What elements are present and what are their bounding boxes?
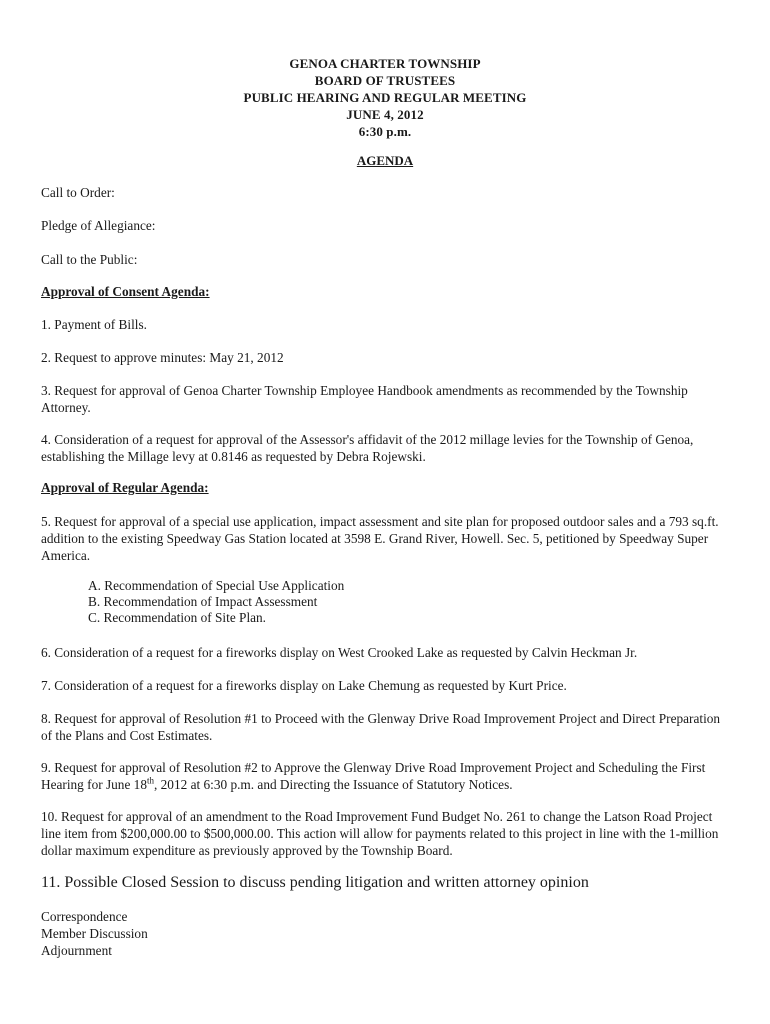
agenda-item-5a: A. Recommendation of Special Use Application bbox=[88, 578, 345, 593]
call-to-public: Call to the Public: bbox=[41, 252, 138, 267]
agenda-item-4: 4. Consideration of a request for approval of the Assessor's affidavit of the 2012 millage levies for the Township of Genoa, establishing the Millage levy at 0.8146 as requested by Debra Rojewski. bbox=[41, 432, 694, 464]
agenda-item-5: 5. Request for approval of a special use application, impact assessment and site plan for proposed outdoor sales and a 793 sq.ft. addition to the existing Speedway Gas Station located at 3598 E. Grand River, Howell. Sec. 5, petitioned by Speedway Super America. bbox=[41, 514, 719, 563]
agenda-item-7: 7. Consideration of a request for a fireworks display on Lake Chemung as requested by Kurt Price. bbox=[41, 678, 567, 693]
agenda-title-text: AGENDA bbox=[356, 153, 414, 168]
agenda-item-1: 1. Payment of Bills. bbox=[41, 317, 148, 332]
agenda-item-10: 10. Request for approval of an amendment to the Road Improvement Fund Budget No. 261 to change the Latson Road Project line item from $200,000.00 to $500,000.00. This action will allow for payments related to this project in line with the 1-million dollar maximum expenditure as previously approved by the Township Board. bbox=[41, 809, 719, 858]
agenda-item-9-ordinal: th bbox=[146, 775, 154, 786]
agenda-title bbox=[0, 153, 770, 169]
agenda-item-6: 6. Consideration of a request for a fireworks display on West Crooked Lake as requested by Calvin Heckman Jr. bbox=[41, 645, 638, 660]
agenda-item-5c: C. Recommendation of Site Plan. bbox=[88, 610, 267, 625]
agenda-item-2: 2. Request to approve minutes: May 21, 2012 bbox=[41, 350, 284, 365]
consent-agenda-heading: Approval of Consent Agenda: bbox=[41, 284, 210, 299]
header-meeting-type: PUBLIC HEARING AND REGULAR MEETING bbox=[243, 90, 527, 105]
correspondence: Correspondence bbox=[41, 909, 128, 924]
regular-agenda-heading: Approval of Regular Agenda: bbox=[41, 480, 209, 495]
header-township: GENOA CHARTER TOWNSHIP bbox=[289, 56, 481, 71]
header-board: BOARD OF TRUSTEES bbox=[314, 73, 456, 88]
agenda-item-11: 11. Possible Closed Session to discuss pending litigation and written attorney opinion bbox=[41, 874, 589, 891]
agenda-item-9-text: 9. Request for approval of Resolution #2 to Approve the Glenway Drive Road Improvement Project and Scheduling the First Hearing for June 18 bbox=[41, 760, 706, 792]
pledge-of-allegiance: Pledge of Allegiance: bbox=[41, 218, 156, 233]
agenda-item-5b: B. Recommendation of Impact Assessment bbox=[88, 594, 318, 609]
agenda-item-9-text-end: , 2012 at 6:30 p.m. and Directing the Issuance of Statutory Notices. bbox=[154, 777, 513, 792]
adjournment: Adjournment bbox=[41, 943, 112, 958]
member-discussion: Member Discussion bbox=[41, 926, 148, 941]
document-header bbox=[0, 55, 770, 140]
agenda-item-9 bbox=[41, 759, 721, 793]
header-time: 6:30 p.m. bbox=[358, 124, 412, 139]
header-date: JUNE 4, 2012 bbox=[346, 107, 424, 122]
agenda-item-8: 8. Request for approval of Resolution #1 to Proceed with the Glenway Drive Road Improvement Project and Direct Preparation of the Plans and Cost Estimates. bbox=[41, 711, 721, 743]
agenda-item-3: 3. Request for approval of Genoa Charter Township Employee Handbook amendments as recommended by the Township Attorney. bbox=[41, 383, 688, 415]
call-to-order: Call to Order: bbox=[41, 185, 115, 200]
